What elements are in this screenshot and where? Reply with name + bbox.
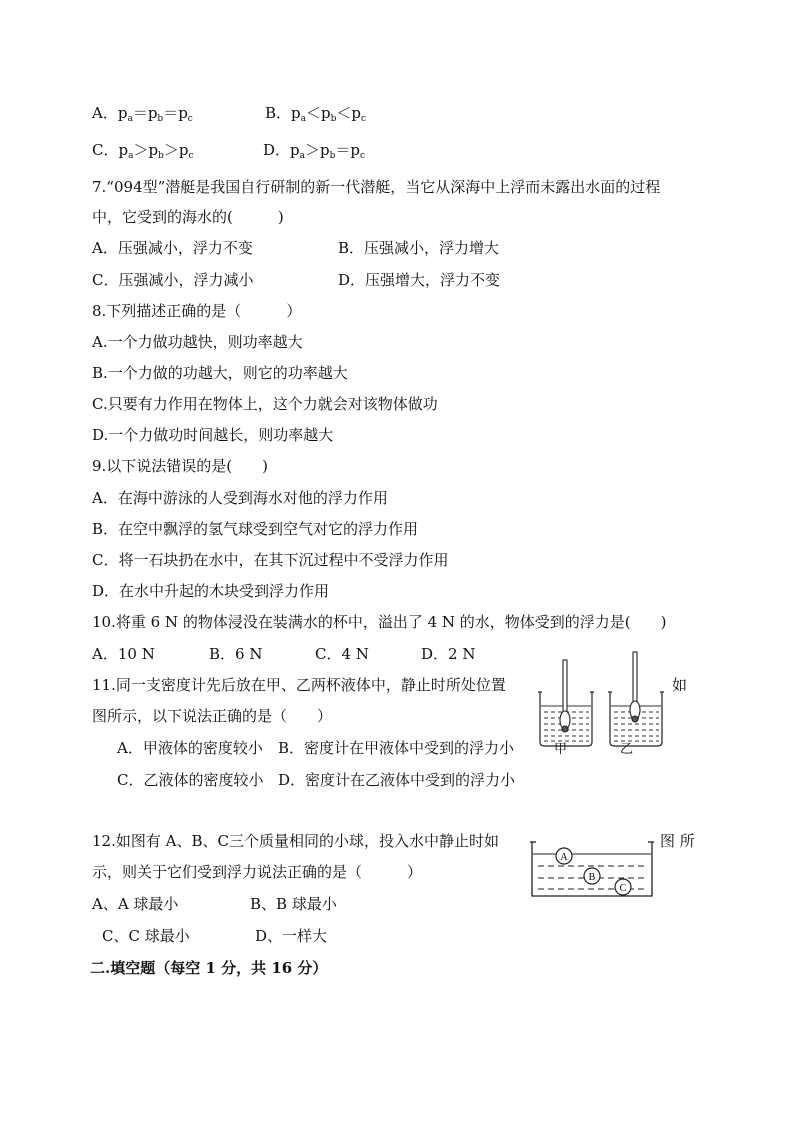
q11-option-c: C．乙液体的密度较小 <box>117 771 264 789</box>
q6-option-c: C．$p_a>p_b>p_c$ <box>92 141 194 161</box>
ball-a-label: A <box>560 852 568 863</box>
q8-option-c: C.只要有力作用在物体上，这个力就会对该物体做功 <box>92 395 438 413</box>
beaker-label-left: 甲 <box>554 742 568 757</box>
q12-option-a: A、A 球最小 <box>92 895 179 913</box>
q11-stem-line1-tail: 如 <box>672 676 688 694</box>
q11-stem-line2: 图所示，以下说法正确的是（ ） <box>92 707 333 725</box>
ball-c-label: C <box>619 883 627 894</box>
q6-option-b: B．$p_a<p_b<p_c$ <box>265 104 367 124</box>
q8-option-b: B.一个力做的功越大，则它的功率越大 <box>92 364 348 382</box>
q7-option-d: D．压强增大，浮力不变 <box>338 271 501 289</box>
q7-stem-line1: 7.“094型”潜艇是我国自行研制的新一代潜艇，当它从深海中上浮而未露出水面的过程 <box>92 178 661 196</box>
beaker-label-right: 乙 <box>620 742 634 757</box>
q9-option-a: A．在海中游泳的人受到海水对他的浮力作用 <box>92 489 388 507</box>
q6-option-d: D．$p_a>p_b=p_c$ <box>263 141 366 161</box>
q9-option-c: C．将一石块扔在水中，在其下沉过程中不受浮力作用 <box>92 551 449 569</box>
q11-option-d: D．密度计在乙液体中受到的浮力小 <box>278 771 516 789</box>
hydrometer-left <box>560 660 570 732</box>
q11-option-a: A．甲液体的密度较小 <box>117 739 263 757</box>
q10-option-c: C．4 N <box>315 645 369 663</box>
q8-stem: 8.下列描述正确的是（ ） <box>92 302 302 320</box>
q9-stem: 9.以下说法错误的是( ) <box>92 457 269 475</box>
q8-option-d: D.一个力做功时间越长，则功率越大 <box>92 426 334 444</box>
q7-option-a: A．压强减小，浮力不变 <box>92 239 253 257</box>
q10-stem: 10.将重 6 N 的物体浸没在装满水的杯中，溢出了 4 N 的水，物体受到的浮力是( ) <box>92 613 667 631</box>
q12-option-b: B、B 球最小 <box>250 895 337 913</box>
balls-in-water-figure <box>528 836 658 904</box>
q7-option-b: B．压强减小，浮力增大 <box>338 239 500 257</box>
section-2-heading: 二.填空题（每空 1 分，共 16 分） <box>90 959 328 977</box>
q11-option-b: B．密度计在甲液体中受到的浮力小 <box>278 739 515 757</box>
q9-option-d: D．在水中升起的木块受到浮力作用 <box>92 582 330 600</box>
q8-option-a: A.一个力做功越快，则功率越大 <box>92 333 303 351</box>
q12-stem-line2: 示，则关于它们受到浮力说法正确的是（ ） <box>92 863 423 881</box>
ball-b-label: B <box>588 872 596 883</box>
q10-option-d: D．2 N <box>421 645 476 663</box>
q9-option-b: B．在空中飘浮的氢气球受到空气对它的浮力作用 <box>92 520 419 538</box>
q10-option-b: B．6 N <box>209 645 263 663</box>
q12-stem-line1: 12.如图有 A、B、C三个质量相同的小球，投入水中静止时如 <box>92 832 499 850</box>
q12-option-c: C、C 球最小 <box>102 927 190 945</box>
q10-option-a: A．10 N <box>92 645 155 663</box>
q6-option-a: A．$p_a=p_b=p_c$ <box>92 104 193 124</box>
q7-option-c: C．压强减小，浮力减小 <box>92 271 254 289</box>
q12-option-d: D、一样大 <box>255 927 328 945</box>
hydrometer-right <box>630 652 640 722</box>
q12-stem-line1-tail: 图 所 <box>660 832 695 850</box>
q11-stem-line1: 11.同一支密度计先后放在甲、乙两杯液体中，静止时所处位置 <box>92 676 506 694</box>
q7-stem-line2: 中，它受到的海水的( ) <box>92 208 284 226</box>
